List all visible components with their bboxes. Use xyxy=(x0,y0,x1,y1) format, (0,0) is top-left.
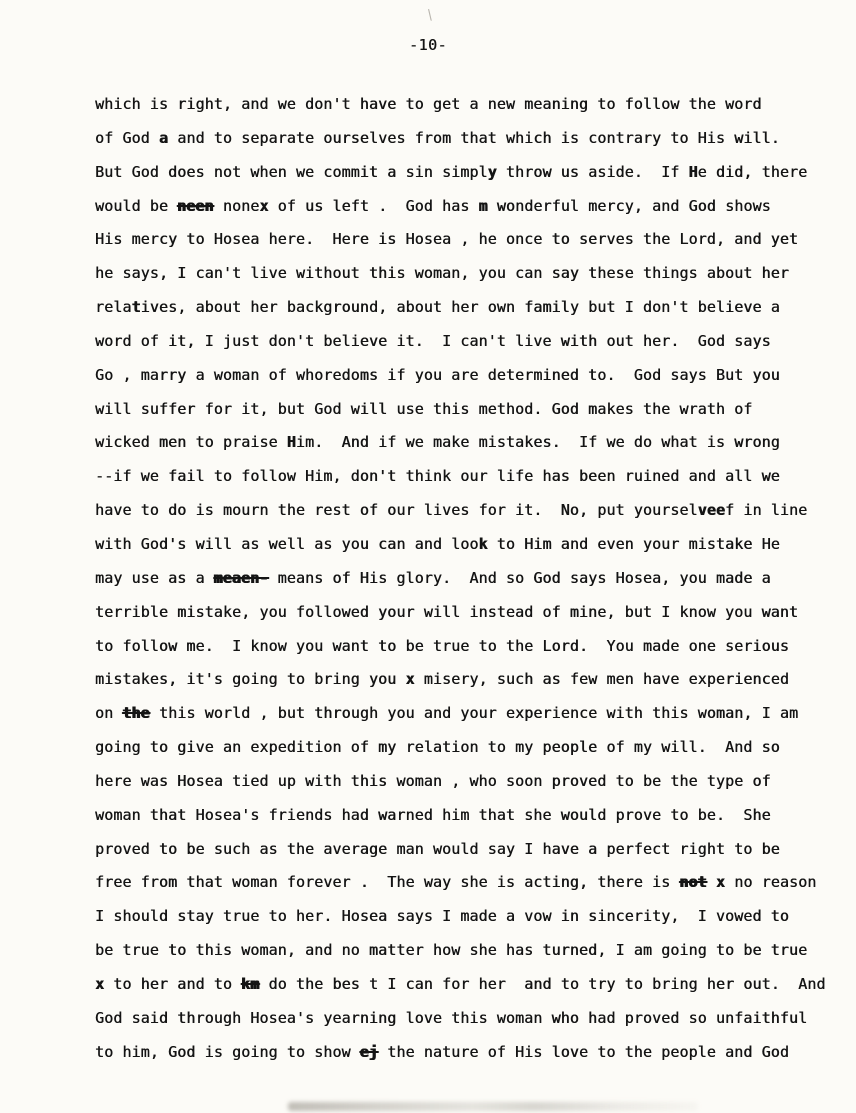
overtyped-text: y xyxy=(487,162,497,181)
text-line xyxy=(95,88,776,122)
text-segment: which is right, and we don't have to get a new meaning to follow the word xyxy=(95,95,762,113)
text-segment: of God xyxy=(95,128,159,147)
text-segment: to him, God is going to show xyxy=(95,1042,360,1061)
text-segment: to follow me. I know you want to be true to the Lord. You made one serious xyxy=(95,636,789,655)
text-segment: to her and to xyxy=(104,974,242,993)
overtyped-text: m xyxy=(478,196,488,215)
text-segment: ives, about her background, about her own family but I don't believe a xyxy=(140,298,780,317)
text-segment: e did, there xyxy=(697,162,808,181)
text-line xyxy=(95,934,808,968)
overtyped-text: x xyxy=(95,974,105,993)
overtyped-text: x xyxy=(715,873,726,892)
text-line xyxy=(95,630,789,664)
text-segment: mistakes, it's going to bring you xyxy=(95,670,406,689)
text-segment: of us left . God has xyxy=(268,196,479,215)
text-segment: none xyxy=(213,196,260,215)
text-line xyxy=(95,223,799,257)
text-segment: woman that Hosea's friends had warned him that she would prove to be. She xyxy=(95,805,771,824)
text-segment: Go , marry a woman of whoredoms if you are determined to. God says But you xyxy=(95,365,780,384)
text-segment: misery, such as few men have experienced xyxy=(414,670,789,689)
text-line xyxy=(95,291,780,325)
page-number: -10- xyxy=(408,36,448,54)
text-line xyxy=(95,426,780,460)
overtyped-text: ej xyxy=(359,1042,379,1061)
text-segment: rela xyxy=(95,298,132,317)
text-segment: terrible mistake, you followed your will instead of mine, but I know you want xyxy=(95,602,799,621)
overtyped-text: not xyxy=(679,873,707,892)
overtyped-text: k xyxy=(478,534,488,553)
text-segment: word of it, I just don't believe it. I can't live with out her. God says xyxy=(95,331,771,350)
overtyped-text: x xyxy=(259,196,269,215)
text-segment: His mercy to Hosea here. Here is Hosea , he once to serves the Lord, and yet xyxy=(95,230,799,249)
text-line xyxy=(95,900,789,934)
text-line xyxy=(95,596,799,630)
overtyped-text: H xyxy=(286,433,296,452)
text-line xyxy=(95,968,826,1002)
text-segment: proved to be such as the average man would say I have a perfect right to be xyxy=(95,839,780,858)
overtyped-text: km xyxy=(241,974,260,993)
text-line xyxy=(95,190,776,224)
document-body xyxy=(95,88,826,1069)
overtyped-text: a xyxy=(158,128,169,147)
text-line xyxy=(95,1002,808,1036)
text-line xyxy=(95,731,780,765)
scan-artifact-top: \ xyxy=(424,7,436,24)
text-segment: to Him and even your mistake He xyxy=(487,534,780,553)
text-segment: wicked men to praise xyxy=(95,433,287,452)
text-segment: here was Hosea tied up with this woman , who soon proved to be the type of xyxy=(95,771,771,790)
text-line xyxy=(95,393,776,427)
text-segment: the nature of His love to the people and God xyxy=(378,1042,789,1061)
text-line xyxy=(95,1036,789,1070)
text-line xyxy=(95,359,780,393)
text-line xyxy=(95,494,808,528)
text-segment: I should stay true to her. Hosea says I made a vow in sincerity, I vowed to xyxy=(95,907,789,926)
text-segment: wonderful mercy, and God shows xyxy=(487,196,771,215)
text-segment: going to give an expedition of my relation to my people of my will. And so xyxy=(95,738,780,757)
text-line xyxy=(95,697,799,731)
text-segment: with God's will as well as you can and loo xyxy=(95,534,479,553)
text-line xyxy=(95,122,780,156)
text-segment: --if we fail to follow Him, don't think our life has been ruined and all we xyxy=(95,467,780,486)
text-line xyxy=(95,257,789,291)
text-segment: and to separate ourselves from that which is contrary to His will. xyxy=(168,128,780,147)
text-segment: will suffer for it, but God will use this method. God makes the wrath of xyxy=(95,399,753,418)
text-line xyxy=(95,528,780,562)
text-line xyxy=(95,799,776,833)
text-segment: on xyxy=(95,704,123,723)
text-segment: im. And if we make mistakes. If we do what is wrong xyxy=(295,433,780,452)
text-segment: means of His glory. And so God says Hosea, you made a xyxy=(268,568,771,587)
scan-artifact-bottom xyxy=(288,1102,698,1111)
text-line xyxy=(95,866,817,900)
overtyped-text: H xyxy=(688,162,698,181)
overtyped-text: t xyxy=(131,298,141,317)
text-line xyxy=(95,156,808,190)
overtyped-text: meaen- xyxy=(213,568,269,587)
overtyped-text: neen xyxy=(177,196,214,215)
text-segment: throw us aside. If xyxy=(496,162,689,181)
text-segment: may use as a xyxy=(95,568,214,587)
text-segment xyxy=(707,873,716,891)
text-line xyxy=(95,460,780,494)
text-segment: f in line xyxy=(725,501,808,520)
text-segment: this world , but through you and your experience with this woman, I am xyxy=(149,704,799,723)
text-line xyxy=(95,562,776,596)
text-segment: free from that woman forever . The way she is acting, there is xyxy=(95,873,680,892)
overtyped-text: vee xyxy=(697,501,726,520)
text-segment: would be xyxy=(95,196,178,215)
text-segment: have to do is mourn the rest of our lives for it. No, put yoursel xyxy=(95,501,698,520)
text-line xyxy=(95,833,780,867)
text-segment: God said through Hosea's yearning love this woman who had proved so unfaithful xyxy=(95,1008,808,1027)
text-segment: But God does not when we commit a sin simpl xyxy=(95,162,488,181)
text-line xyxy=(95,325,776,359)
text-line xyxy=(95,765,776,799)
text-segment: no reason xyxy=(725,873,817,892)
text-segment: he says, I can't live without this woman, you can say these things about her xyxy=(95,264,789,283)
overtyped-text: the xyxy=(122,704,150,723)
text-line xyxy=(95,663,789,697)
text-segment: be true to this woman, and no matter how she has turned, I am going to be true xyxy=(95,941,808,960)
text-segment: do the bes t I can for her and to try to bring her out. And xyxy=(259,974,826,993)
overtyped-text: x xyxy=(405,670,415,689)
